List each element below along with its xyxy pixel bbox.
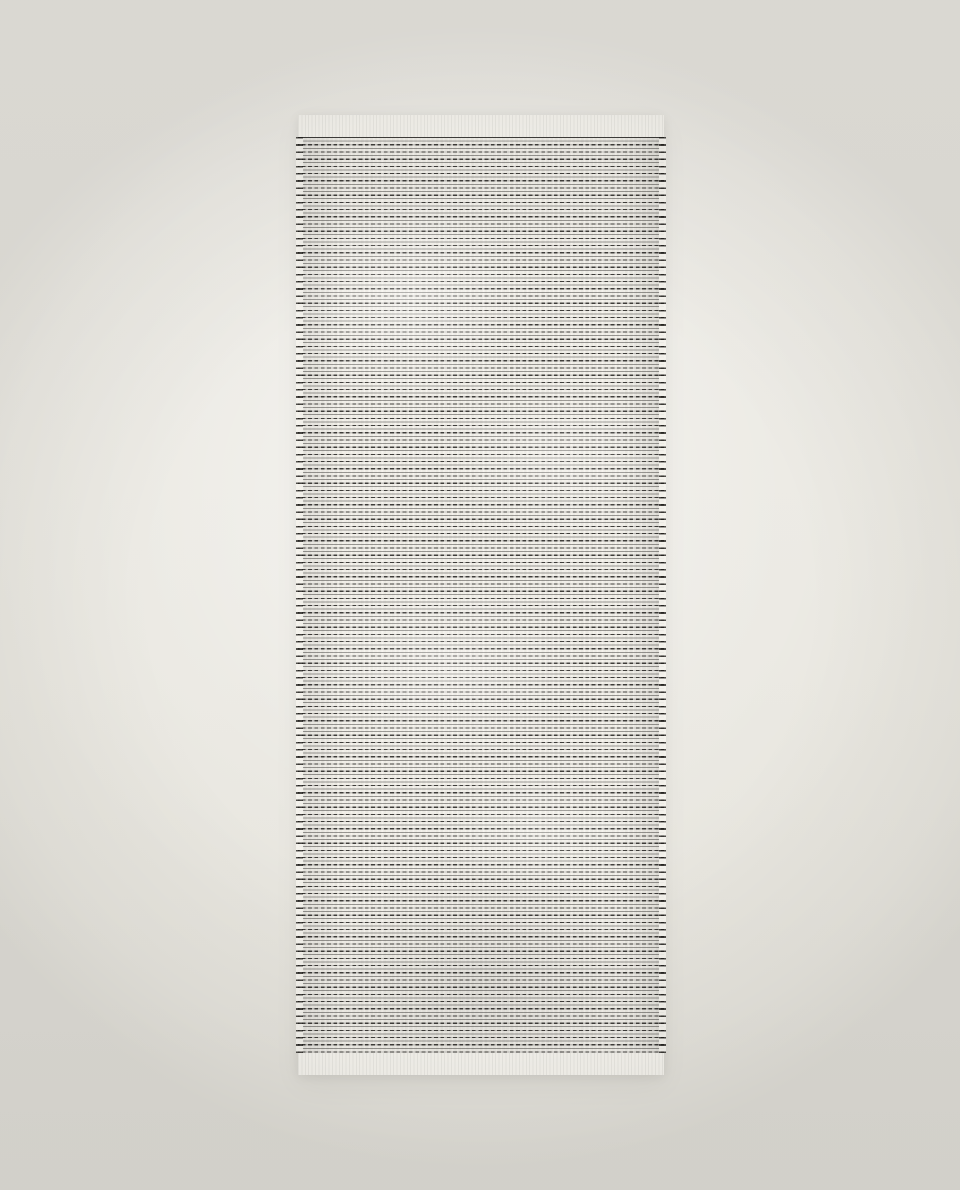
rug-selvedge-left	[296, 137, 303, 1053]
woven-rug	[298, 115, 664, 1075]
rug-border-bottom	[298, 1053, 664, 1075]
rug-selvedge-right	[659, 137, 666, 1053]
warp-ridges	[298, 137, 664, 1053]
rug-border-top	[298, 115, 664, 137]
rug-weave-field	[298, 137, 664, 1053]
